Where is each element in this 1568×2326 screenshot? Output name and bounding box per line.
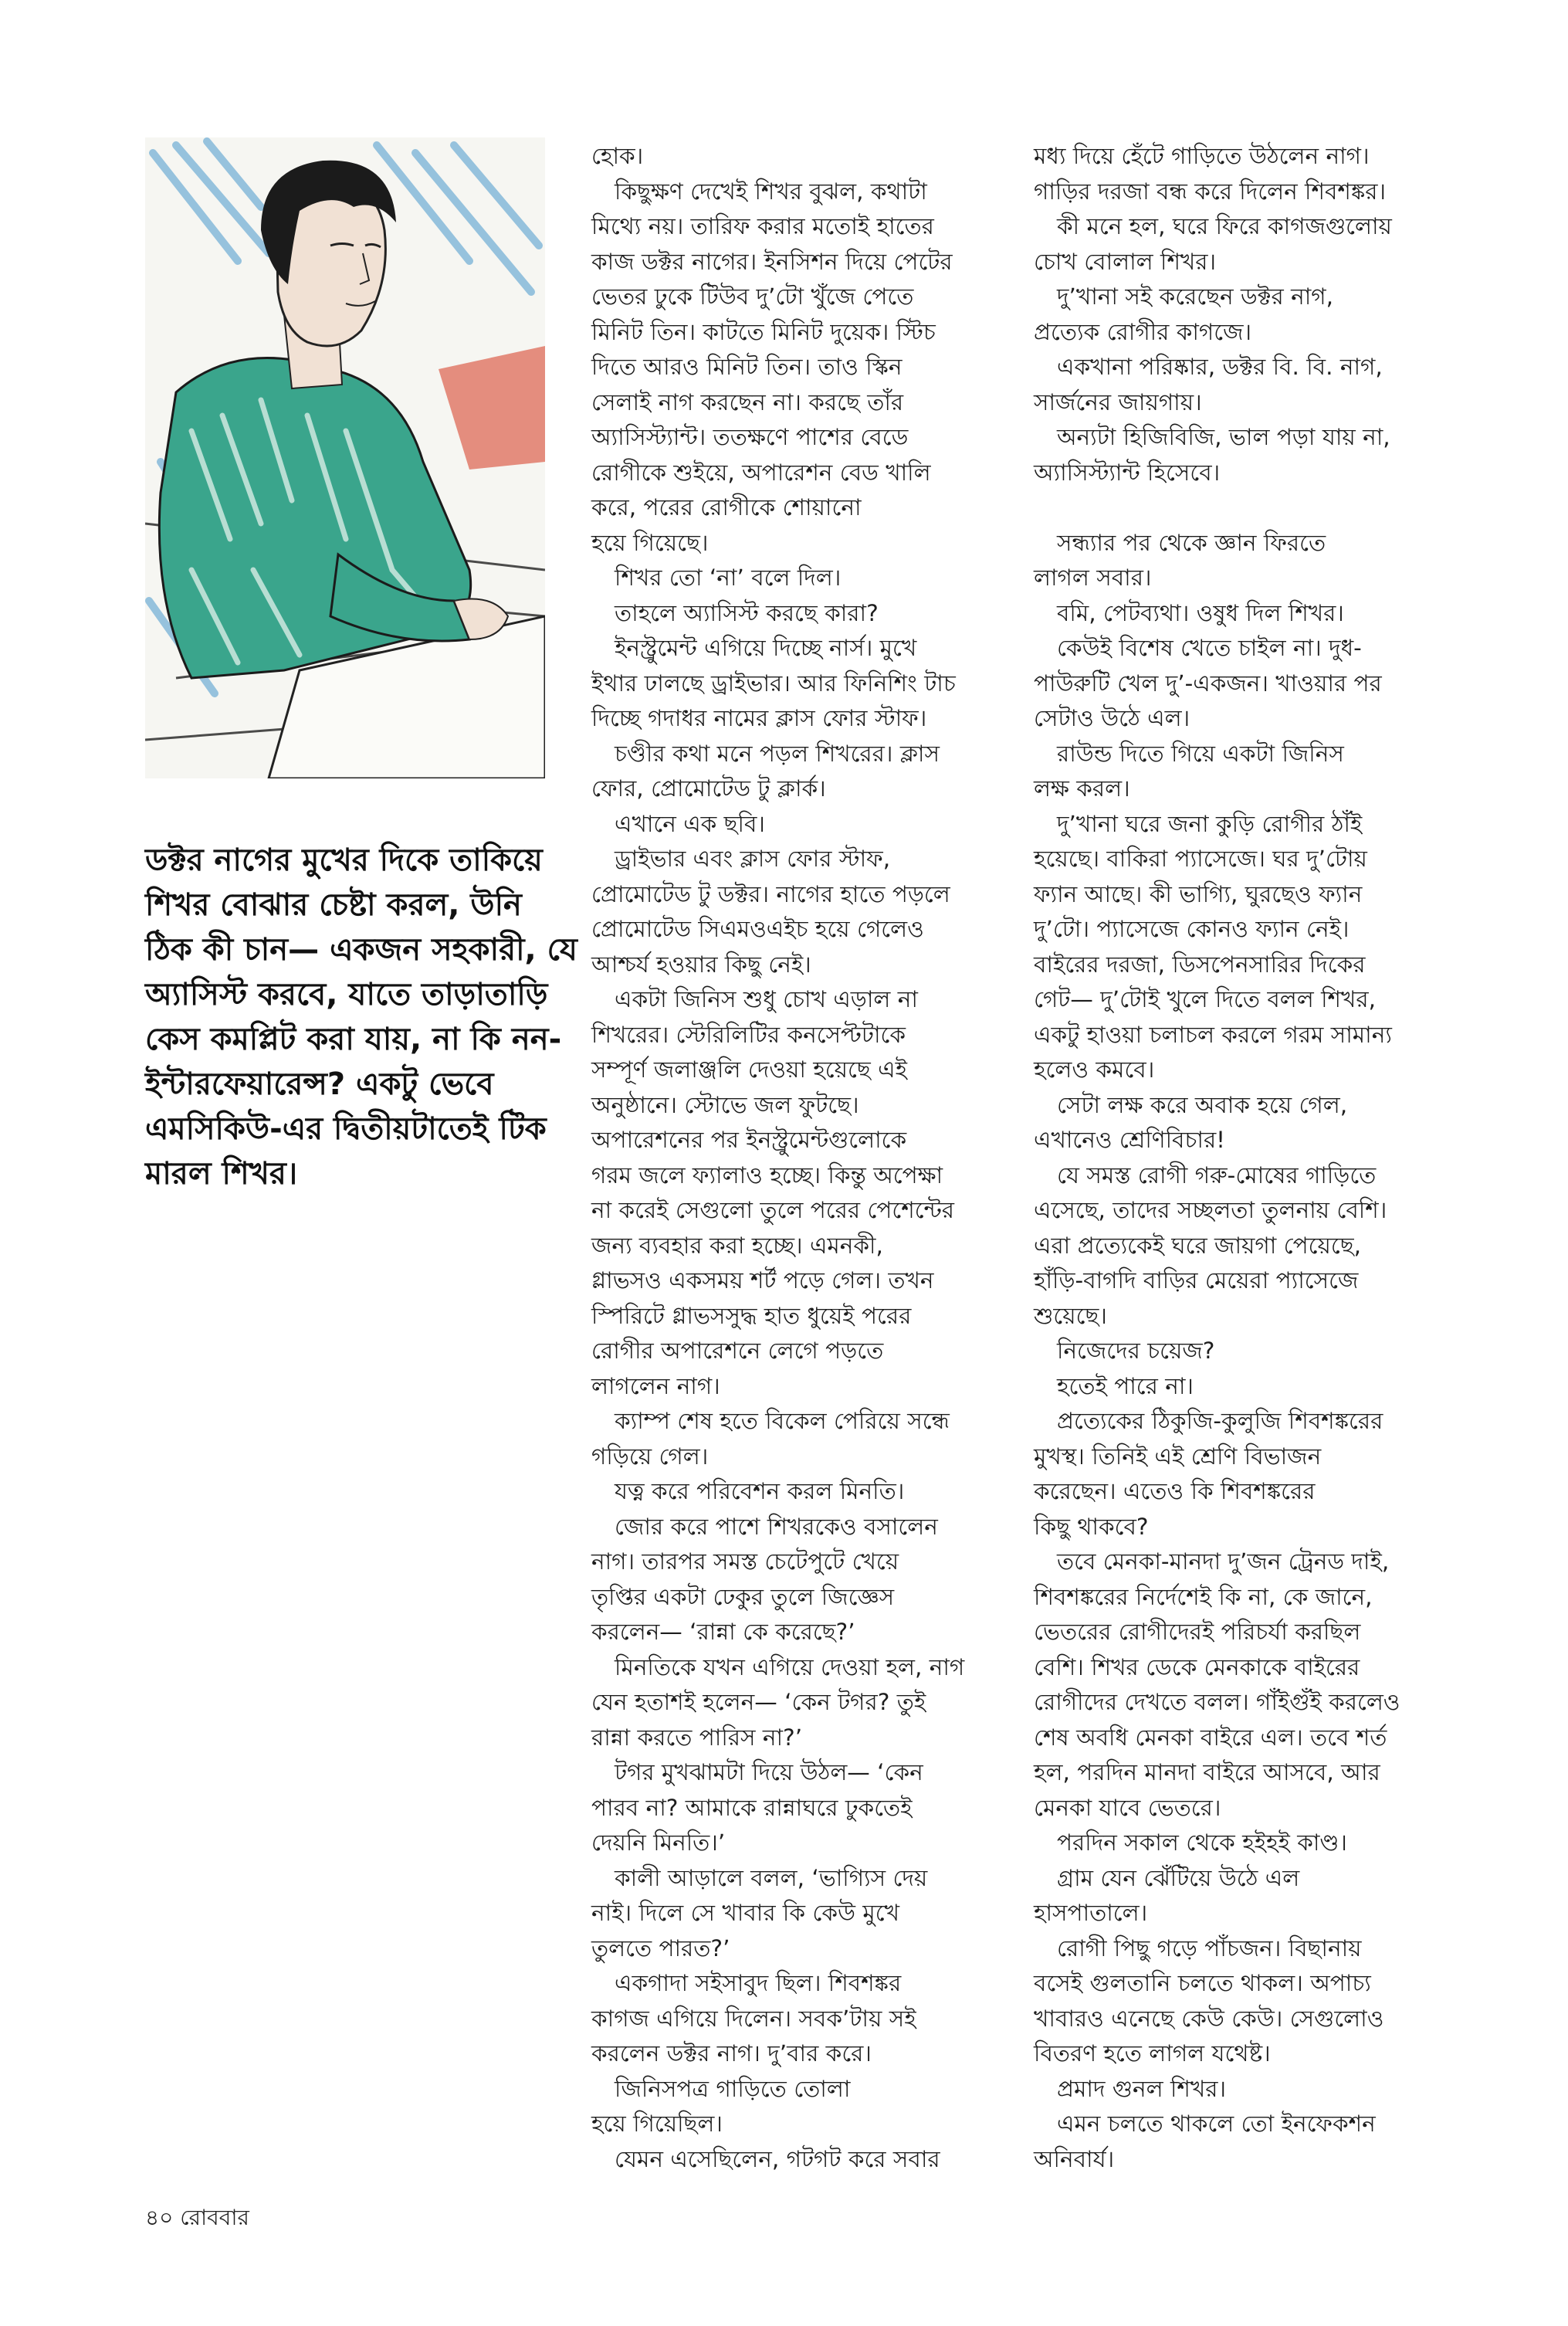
text-line: ইনস্ট্রুমেন্ট এগিয়ে দিচ্ছে নার্স। মুখে	[615, 635, 917, 661]
pull-quote-text: ডক্টর নাগের মুখের দিকে তাকিয়ে শিখর বোঝার চেষ্টা করল, উনি ঠিক কী চান— একজন সহকারী, যে অ্যাসিস্ট করবে, যাতে তাড়াতাড়ি কেস কমপ্লিট করা যায়, না কি নন-ইন্টারফেয়ারেন্স? একটু ভেবে এমসিকিউ-এর দ্বিতীয়টাতেই টিক মারল শিখর।	[145, 843, 577, 1192]
text-line: রোগী পিছু গড়ে পাঁচজন। বিছানায়	[1057, 1934, 1362, 1962]
text-line: চণ্ডীর কথা মনে পড়ল শিখরের। ক্লাস	[615, 740, 940, 767]
text-line: চোখ বোলাল শিখর।	[1034, 248, 1217, 275]
article-column-1	[591, 139, 1008, 2177]
text-line: কিছু থাকবে?	[1034, 1513, 1149, 1540]
text-line: অন্যটা হিজিবিজি, ভাল পড়া যায় না,	[1057, 424, 1390, 450]
text-line: হাসপাতালে।	[1034, 1900, 1148, 1926]
text-line: অপারেশনের পর ইনস্ট্রুমেন্টগুলোকে	[591, 1127, 907, 1153]
text-line: ফ্যান আছে। কী ভাগ্যি, ঘুরছেও ফ্যান	[1034, 880, 1363, 907]
text-line: বেশি। শিখর ডেকে মেনকাকে বাইরের	[1034, 1653, 1360, 1680]
text-line: কী মনে হল, ঘরে ফিরে কাগজগুলোয়	[1057, 213, 1392, 239]
text-line: করলেন ডক্টর নাগ। দু’বার করে।	[591, 2040, 872, 2067]
text-line: মিনিট তিন। কাটতে মিনিট দুয়েক। স্টিচ	[591, 318, 936, 345]
text-line: একটা জিনিস শুধু চোখ এড়াল না	[615, 986, 918, 1012]
text-line: তাহলে অ্যাসিস্ট করছে কারা?	[615, 599, 879, 626]
text-line: হাঁড়ি-বাগদি বাড়ির মেয়েরা প্যাসেজে	[1034, 1267, 1359, 1294]
text-line: কালী আড়ালে বলল, ‘ভাগ্যিস দেয়	[615, 1864, 928, 1891]
text-line: পাউরুটি খেল দু’-একজন। খাওয়ার পর	[1034, 670, 1382, 697]
pull-quote	[145, 838, 577, 1196]
text-line: নাগ। তারপর সমস্ত চেটেপুটে খেয়ে	[591, 1548, 899, 1575]
text-line: ক্যাম্প শেষ হতে বিকেল পেরিয়ে সন্ধে	[615, 1408, 950, 1434]
text-line: একখানা পরিষ্কার, ডক্টর বি. বি. নাগ,	[1057, 354, 1383, 380]
text-line: লাগল সবার।	[1034, 565, 1152, 591]
text-line: সম্পূর্ণ জলাঞ্জলি দেওয়া হয়েছে এই	[591, 1056, 907, 1083]
text-line: এমন চলতে থাকলে তো ইনফেকশন	[1057, 2111, 1376, 2137]
text-line: প্রত্যেকের ঠিকুজি-কুলুজি শিবশঙ্করের	[1057, 1408, 1383, 1434]
text-line: পরদিন সকাল থেকে হইহই কাণ্ড।	[1057, 1829, 1347, 1856]
text-line: স্পিরিটে গ্লাভসসুদ্ধ হাত ধুয়েই পরের	[591, 1302, 912, 1329]
text-line: না করেই সেগুলো তুলে পরের পেশেন্টের	[591, 1197, 955, 1223]
text-line: মেনকা যাবে ভেতরে।	[1034, 1794, 1221, 1821]
text-line: অ্যাসিস্ট্যান্ট। ততক্ষণে পাশের বেডে	[591, 424, 909, 450]
text-line: একটু হাওয়া চলাচল করলে গরম সামান্য	[1034, 1021, 1392, 1048]
text-line: শিখরের। স্টেরিলিটির কনসেপ্টটাকে	[591, 1021, 906, 1048]
text-line: মিনতিকে যখন এগিয়ে দেওয়া হল, নাগ	[615, 1653, 965, 1680]
text-line: এরা প্রত্যেকেই ঘরে জায়গা পেয়েছে,	[1034, 1232, 1361, 1259]
text-line: লাগলেন নাগ।	[591, 1372, 720, 1399]
text-line: নাই। দিলে সে খাবার কি কেউ মুখে	[591, 1900, 899, 1926]
article-column-2	[1034, 139, 1466, 2177]
text-line: প্রমাদ গুনল শিখর।	[1057, 2075, 1227, 2102]
text-line: রান্না করতে পারিস না?’	[591, 1724, 803, 1751]
text-line: জন্য ব্যবহার করা হচ্ছে। এমনকী,	[591, 1232, 883, 1259]
text-line: প্রোমোটেড টু ডক্টর। নাগের হাতে পড়লে	[591, 880, 950, 907]
illustration	[145, 137, 545, 778]
text-line: রাউন্ড দিতে গিয়ে একটা জিনিস	[1057, 740, 1344, 767]
text-line: শেষ অবধি মেনকা বাইরে এল। তবে শর্ত	[1034, 1724, 1387, 1751]
text-line: যেন হতাশই হলেন— ‘কেন টগর? তুই	[591, 1689, 926, 1715]
text-line: মধ্য দিয়ে হেঁটে গাড়িতে উঠলেন নাগ।	[1034, 143, 1370, 169]
text-line: যেমন এসেছিলেন, গটগট করে সবার	[615, 2145, 940, 2172]
text-line: দেয়নি মিনতি।’	[591, 1829, 726, 1856]
text-line: ফোর, প্রোমোটেড টু ক্লার্ক।	[591, 775, 826, 802]
text-line: দু’টো। প্যাসেজে কোনও ফ্যান নেই।	[1034, 916, 1350, 942]
text-line: সেটাও উঠে এল।	[1034, 705, 1190, 731]
text-line: খাবারও এনেছে কেউ কেউ। সেগুলোও	[1034, 2005, 1384, 2032]
text-line: তুলতে পারত?’	[591, 1934, 730, 1962]
text-line: সার্জনের জায়গায়।	[1034, 388, 1202, 415]
text-line: দিচ্ছে গদাধর নামের ক্লাস ফোর স্টাফ।	[591, 705, 927, 731]
text-line: রোগীদের দেখতে বলল। গাঁইগুঁই করলেও	[1034, 1689, 1400, 1715]
text-line: ইথার ঢালছে ড্রাইভার। আর ফিনিশিং টাচ	[591, 670, 956, 697]
text-line: সেলাই নাগ করছেন না। করছে তাঁর	[591, 388, 904, 415]
text-line: গ্রাম যেন ঝেঁটিয়ে উঠে এল	[1057, 1864, 1300, 1891]
text-line: লক্ষ করল।	[1034, 775, 1130, 802]
text-line: এখানেও শ্রেণিবিচার!	[1034, 1127, 1225, 1153]
text-line: বাইরের দরজা, ডিসপেনসারির দিকের	[1034, 951, 1366, 978]
text-line: ভেতর ঢুকে টিউব দু’টো খুঁজে পেতে	[591, 283, 914, 310]
text-line: যত্ন করে পরিবেশন করল মিনতি।	[615, 1478, 905, 1504]
text-line: টগর মুখঝামটা দিয়ে উঠল— ‘কেন	[615, 1759, 923, 1785]
text-line: হল, পরদিন মানদা বাইরে আসবে, আর	[1034, 1759, 1380, 1785]
text-line: কাগজ এগিয়ে দিলেন। সবক’টায় সই	[591, 2005, 916, 2032]
text-line: হয়ে গিয়েছে।	[591, 529, 709, 556]
text-line: কেউই বিশেষ খেতে চাইল না। দুধ-	[1057, 635, 1362, 661]
text-line: ড্রাইভার এবং ক্লাস ফোর স্টাফ,	[615, 846, 891, 872]
text-line: অনুষ্ঠানে। স্টোভে জল ফুটছে।	[591, 1091, 859, 1118]
text-line: বমি, পেটব্যথা। ওষুধ দিল শিখর।	[1057, 599, 1344, 626]
text-line: একগাদা সইসাবুদ ছিল। শিবশঙ্কর	[615, 1970, 902, 1996]
text-line: এসেছে, তাদের সচ্ছলতা তুলনায় বেশি।	[1034, 1197, 1387, 1223]
paragraph-gap	[1034, 490, 1466, 526]
text-line: কিছুক্ষণ দেখেই শিখর বুঝল, কথাটা	[615, 178, 927, 205]
text-line: দু’খানা সই করেছেন ডক্টর নাগ,	[1057, 283, 1333, 310]
magazine-name: রোববার	[180, 2205, 249, 2230]
text-line: হয়েছে। বাকিরা প্যাসেজে। ঘর দু’টোয়	[1034, 846, 1367, 872]
text-line: গরম জলে ফ্যালাও হচ্ছে। কিন্তু অপেক্ষা	[591, 1161, 943, 1188]
text-line: মিথ্যে নয়। তারিফ করার মতোই হাতের	[591, 213, 934, 239]
text-line: তৃপ্তির একটা ঢেকুর তুলে জিজ্ঞেস	[591, 1583, 895, 1610]
text-line: যে সমস্ত রোগী গরু-মোষের গাড়িতে	[1057, 1161, 1377, 1188]
man-at-desk-drawing	[145, 137, 545, 778]
text-line: শিখর তো ‘না’ বলে দিল।	[615, 565, 842, 591]
text-line: ভেতরের রোগীদেরই পরিচর্যা করছিল	[1034, 1619, 1361, 1645]
text-line: হোক।	[591, 143, 644, 169]
text-line: গাড়ির দরজা বন্ধ করে দিলেন শিবশঙ্কর।	[1034, 178, 1387, 205]
text-line: তবে মেনকা-মানদা দু’জন ট্রেনড দাই,	[1057, 1548, 1390, 1575]
text-line: জোর করে পাশে শিখরকেও বসালেন	[615, 1513, 938, 1540]
text-line: হতেই পারে না।	[1057, 1372, 1194, 1399]
text-line: শুয়েছে।	[1034, 1302, 1107, 1329]
text-line: সেটা লক্ষ করে অবাক হয়ে গেল,	[1057, 1091, 1348, 1118]
text-line: অনিবার্য।	[1034, 2145, 1115, 2172]
text-line: জিনিসপত্র গাড়িতে তোলা	[615, 2075, 851, 2102]
text-line: গড়িয়ে গেল।	[591, 1443, 709, 1470]
text-line: করেছেন। এতেও কি শিবশঙ্করের	[1034, 1478, 1316, 1504]
text-line: গ্লাভসও একসময় শর্ট পড়ে গেল। তখন	[591, 1267, 934, 1294]
page-footer	[145, 2201, 249, 2237]
text-line: কাজ ডক্টর নাগের। ইনসিশন দিয়ে পেটের	[591, 248, 953, 275]
text-line: সন্ধ্যার পর থেকে জ্ঞান ফিরতে	[1057, 529, 1326, 556]
text-line: এখানে এক ছবি।	[615, 810, 765, 837]
text-line: বিতরণ হতে লাগল যথেষ্ট।	[1034, 2040, 1271, 2067]
text-line: বসেই গুলতানি চলতে থাকল। অপাচ্য	[1034, 1970, 1371, 1996]
text-line: প্রোমোটেড সিএমওএইচ হয়ে গেলেও	[591, 916, 924, 942]
text-line: হলেও কমবে।	[1034, 1056, 1155, 1083]
text-line: প্রত্যেক রোগীর কাগজে।	[1034, 318, 1252, 345]
text-line: অ্যাসিস্ট্যান্ট হিসেবে।	[1034, 459, 1221, 486]
text-line: রোগীকে শুইয়ে, অপারেশন বেড খালি	[591, 459, 931, 486]
text-line: গেট— দু’টোই খুলে দিতে বলল শিখর,	[1034, 986, 1376, 1012]
text-line: করলেন— ‘রান্না কে করেছে?’	[591, 1619, 855, 1645]
text-line: হয়ে গিয়েছিল।	[591, 2111, 723, 2137]
page-number: ৪০	[145, 2205, 174, 2230]
text-line: পারব না? আমাকে রান্নাঘরে ঢুকতেই	[591, 1794, 913, 1821]
text-line: করে, পরের রোগীকে শোয়ানো	[591, 494, 862, 520]
text-line: আশ্চর্য হওয়ার কিছু নেই।	[591, 951, 811, 978]
text-line: মুখস্থ। তিনিই এই শ্রেণি বিভাজন	[1034, 1443, 1322, 1470]
text-line: দিতে আরও মিনিট তিন। তাও স্কিন	[591, 354, 903, 380]
text-line: রোগীর অপারেশনে লেগে পড়তে	[591, 1338, 884, 1364]
text-line: নিজেদের চয়েজ?	[1057, 1338, 1215, 1364]
text-line: শিবশঙ্করের নির্দেশেই কি না, কে জানে,	[1034, 1583, 1373, 1610]
text-line: দু’খানা ঘরে জনা কুড়ি রোগীর ঠাঁই	[1057, 810, 1363, 837]
